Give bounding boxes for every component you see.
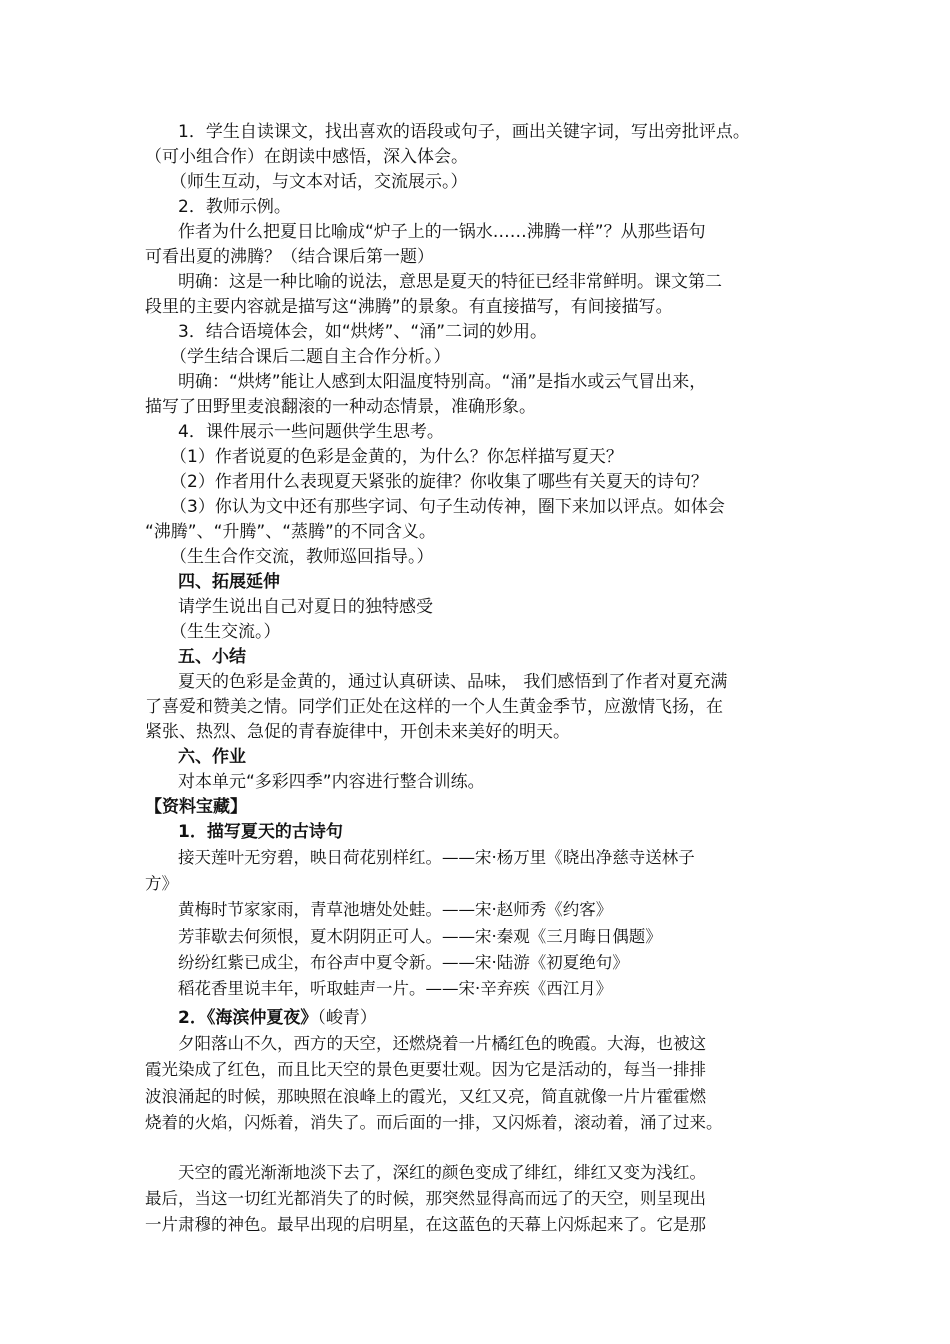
text-line: 对本单元“多彩四季”内容进行整合训练。 xyxy=(178,772,485,792)
text-line: 1．学生自读课文，找出喜欢的语段或句子，画出关键字词，写出旁批评点。 xyxy=(178,122,750,142)
poem-list xyxy=(145,845,815,1002)
text-line: “沸腾”、“升腾”、“蒸腾”的不同含义。 xyxy=(145,522,436,542)
text-line: 1．描写夏天的古诗句 xyxy=(178,822,343,842)
text-line: 明确：这是一种比喻的说法，意思是夏天的特征已经非常鲜明。课文第二 xyxy=(178,272,722,292)
text-line: 夏天的色彩是金黄的，通过认真研读、品味， 我们感悟到了作者对夏充满 xyxy=(178,672,728,692)
text-line: 2．教师示例。 xyxy=(178,197,291,217)
text-line: 了喜爱和赞美之情。同学们正处在这样的一个人生黄金季节，应激情飞扬，在 xyxy=(145,697,723,717)
section-title: 2．《海滨仲夏夜》 xyxy=(178,1008,318,1029)
poem-line: 黄梅时节家家雨，青草池塘处处蛙。——宋·赵师秀《约客》 xyxy=(178,900,613,920)
text-line: 明确：“烘烤”能让人感到太阳温度特别高。“涌”是指水或云气冒出来， xyxy=(178,372,707,392)
text-line: （2）作者用什么表现夏天紧张的旋律？你收集了哪些有关夏天的诗句？ xyxy=(170,472,708,492)
prose-line: 霞光染成了红色，而且比天空的景色更要壮观。因为它是活动的，每当一排排 xyxy=(145,1060,706,1080)
prose-line: 天空的霞光渐渐地淡下去了，深红的颜色变成了绯红，绯红又变为浅红。 xyxy=(178,1163,706,1183)
text-line: （可小组合作）在朗读中感悟，深入体会。 xyxy=(145,147,468,167)
text-line: （学生结合课后二题自主合作分析。） xyxy=(170,347,451,367)
text-line: （3）你认为文中还有那些字词、句子生动传神，圈下来加以评点。如体会 xyxy=(170,497,725,517)
poem-line: 纷纷红紫已成尘，布谷声中夏令新。——宋·陆游《初夏绝句》 xyxy=(178,952,629,972)
text-line: 六、作业 xyxy=(178,747,246,767)
prose-paragraph-1 xyxy=(145,1031,815,1136)
text-line: （生生合作交流，教师巡回指导。） xyxy=(170,547,434,567)
prose-line: 夕阳落山不久，西方的天空，还燃烧着一片橘红色的晚霞。大海，也被这 xyxy=(178,1034,706,1054)
text-line: 四、拓展延伸 xyxy=(178,572,280,592)
lesson-lines xyxy=(145,120,815,845)
text-line: （1）作者说夏的色彩是金黄的，为什么？你怎样描写夏天？ xyxy=(170,447,623,467)
text-line: 请学生说出自己对夏日的独特感受 xyxy=(178,597,433,617)
prose-line: 烧着的火焰，闪烁着，消失了。而后面的一排，又闪烁着，滚动着，涌了过来。 xyxy=(145,1112,723,1132)
section-author: （峻青） xyxy=(317,1008,377,1029)
text-line: 作者为什么把夏日比喻成“炉子上的一锅水……沸腾一样”？从那些语句 xyxy=(178,222,706,242)
text-line: （生生交流。） xyxy=(170,622,281,642)
poem-line: 稻花香里说丰年，听取蛙声一片。——宋·辛弃疾《西江月》 xyxy=(178,979,613,999)
text-line: 紧张、热烈、急促的青春旋律中，开创未来美好的明天。 xyxy=(145,722,570,742)
text-line: 段里的主要内容就是描写这“沸腾”的景象。有直接描写，有间接描写。 xyxy=(145,297,673,317)
section-heading-haibin xyxy=(145,1006,815,1031)
prose-line: 最后，当这一切红光都消失了的时候，那突然显得高而远了的天空，则呈现出 xyxy=(145,1189,706,1209)
document-body xyxy=(145,120,815,1239)
prose-line: 一片肃穆的神色。最早出现的启明星，在这蓝色的天幕上闪烁起来了。它是那 xyxy=(145,1215,706,1235)
text-line: 【资料宝藏】 xyxy=(145,797,247,817)
poem-line: 接天莲叶无穷碧，映日荷花别样红。——宋·杨万里《晓出净慈寺送林子 xyxy=(178,848,695,867)
poem-line: 方》 xyxy=(145,874,178,894)
text-line: 可看出夏的沸腾？（结合课后第一题） xyxy=(145,247,434,267)
paragraph-gap xyxy=(145,1136,815,1160)
text-line: 3．结合语境体会，如“烘烤”、“涌”二词的妙用。 xyxy=(178,322,548,342)
text-line: （师生互动，与文本对话，交流展示。） xyxy=(170,172,468,192)
poem-line: 芳菲歇去何须恨，夏木阴阴正可人。——宋·秦观《三月晦日偶题》 xyxy=(178,926,662,946)
text-line: 描写了田野里麦浪翻滚的一种动态情景，准确形象。 xyxy=(145,397,536,417)
prose-paragraph-2 xyxy=(145,1160,815,1239)
text-line: 五、小结 xyxy=(178,647,246,667)
text-line: 4．课件展示一些问题供学生思考。 xyxy=(178,422,444,442)
prose-line: 波浪涌起的时候，那映照在浪峰上的霞光，又红又亮，简直就像一片片霍霍燃 xyxy=(145,1086,706,1106)
